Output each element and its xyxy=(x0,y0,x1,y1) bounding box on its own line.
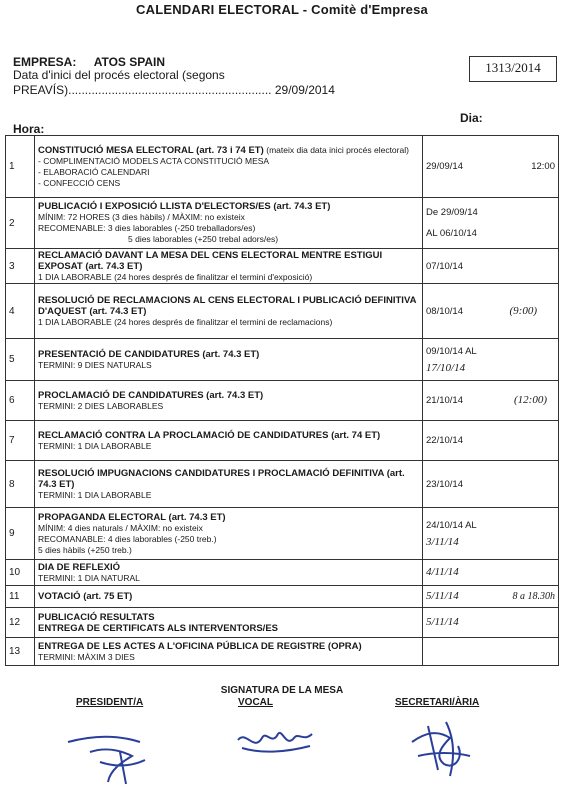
row-title: VOTACIÓ (art. 75 ET) xyxy=(38,591,133,602)
calendar-table xyxy=(5,135,559,666)
row-time: (12:00) xyxy=(514,394,547,406)
row-date: 5/11/14 xyxy=(426,590,459,602)
table-row xyxy=(6,136,559,198)
row-date: 23/10/14 xyxy=(426,478,463,490)
row-description xyxy=(35,381,423,421)
row-line: MÍNIM: 72 HORES (3 dies hàbils) / MÀXIM: no existeix xyxy=(38,212,245,222)
table-row xyxy=(6,249,559,284)
company-line xyxy=(13,55,165,69)
row-line: RECOMANABLE: 4 dies laborables (-250 treb.) xyxy=(38,533,217,544)
row-date: De 29/09/14 xyxy=(426,207,478,218)
signatures-heading: SIGNATURA DE LA MESA xyxy=(220,685,344,696)
row-number: 5 xyxy=(6,339,35,381)
row-description xyxy=(35,136,423,198)
row-date-cell xyxy=(423,381,559,421)
table-row xyxy=(6,560,559,586)
row-date-end: 17/10/14 xyxy=(426,361,466,374)
row-date: 22/10/14 xyxy=(426,435,463,446)
row-title: PUBLICACIÓ RESULTATS xyxy=(38,611,155,623)
row-line: 5 dies hàbils (+250 treb.) xyxy=(38,544,132,555)
row-date: 09/10/14 AL xyxy=(426,345,477,357)
preavis-line xyxy=(13,83,335,97)
row-description xyxy=(35,284,423,339)
row-line: TERMINI: 2 DIES LABORABLES xyxy=(38,400,164,411)
president-label: PRESIDENT/A xyxy=(76,697,144,708)
row-date-cell xyxy=(423,608,559,638)
table-row xyxy=(6,339,559,381)
row-time: 8 a 18.30h xyxy=(512,591,555,602)
row-line: TERMINI: 1 DIA NATURAL xyxy=(38,572,140,583)
row-date-cell xyxy=(423,136,559,198)
row-description xyxy=(35,339,423,381)
row-line: 1 DIA LABORABLE (24 hores després de finalitzar el termini d'exposició) xyxy=(38,271,313,282)
row-line: TERMINI: 1 DIA LABORABLE xyxy=(38,489,152,500)
row-number: 12 xyxy=(6,608,35,638)
row-line: - ELABORACIÓ CALENDARI xyxy=(38,166,150,177)
row-title-secondary: ENTREGA DE CERTIFICATS ALS INTERVENTORS/ES xyxy=(38,622,278,634)
row-title: PRESENTACIÓ DE CANDIDATURES (art. 74.3 ET) xyxy=(38,348,260,360)
vocal-signature xyxy=(232,712,322,762)
row-description xyxy=(35,586,423,608)
row-number: 11 xyxy=(6,586,35,608)
row-number: 10 xyxy=(6,560,35,586)
row-number: 4 xyxy=(6,284,35,339)
row-number: 3 xyxy=(6,249,35,284)
row-number: 8 xyxy=(6,461,35,508)
row-title: DIA DE REFLEXIÓ xyxy=(38,561,120,573)
row-line: 5 dies laborables (+250 trebal adors/es) xyxy=(128,234,279,244)
table-row xyxy=(6,421,559,461)
table-row xyxy=(6,586,559,608)
row-line: TERMINI: 1 DIA LABORABLE xyxy=(38,440,152,451)
table-row xyxy=(6,461,559,508)
row-date: 07/10/14 xyxy=(426,260,463,272)
row-date: 29/09/14 xyxy=(426,161,463,172)
document-title: CALENDARI ELECTORAL - Comitè d'Empresa xyxy=(136,2,428,17)
row-number: 7 xyxy=(6,421,35,461)
row-number: 2 xyxy=(6,198,35,249)
reference-number-box: 1313/2014 xyxy=(469,56,557,82)
row-date-cell xyxy=(423,508,559,560)
row-date-cell xyxy=(423,284,559,339)
row-description xyxy=(35,198,423,249)
row-number: 1 xyxy=(6,136,35,198)
row-number: 9 xyxy=(6,508,35,560)
table-row xyxy=(6,198,559,249)
row-line: RECOMENABLE: 3 dies laborables (-250 treballadors/es) xyxy=(38,223,256,233)
row-line: 1 DIA LABORABLE (24 hores després de finalitzar el termini de reclamacions) xyxy=(38,316,333,327)
preavis-dots: PREAVÍS)............................................................. xyxy=(13,83,272,97)
secretary-signature xyxy=(398,712,488,782)
row-title: RESOLUCIÓ IMPUGNACIONS CANDIDATURES I PROCLAMACIÓ DEFINITIVA (art. 74.3 ET) xyxy=(38,467,405,490)
secretary-label: SECRETARI/ÀRIA xyxy=(395,697,480,708)
row-date-cell xyxy=(423,586,559,608)
row-line: - CONFECCIÓ CENS xyxy=(38,177,121,188)
row-date-cell xyxy=(423,638,559,666)
row-description xyxy=(35,638,423,666)
row-date-cell xyxy=(423,461,559,508)
row-date-cell xyxy=(423,421,559,461)
row-title: PUBLICACIÓ I EXPOSICIÓ LLISTA D'ELECTORS/ES (art. 74.3 ET) xyxy=(38,201,331,212)
row-date: 21/10/14 xyxy=(426,395,463,406)
row-date-cell xyxy=(423,560,559,586)
start-date: 29/09/2014 xyxy=(274,83,335,97)
row-title: CONSTITUCIÓ MESA ELECTORAL (art. 73 i 74 ET) xyxy=(38,144,264,156)
row-date-cell xyxy=(423,198,559,249)
row-date: 24/10/14 AL xyxy=(426,519,477,531)
row-description xyxy=(35,608,423,638)
row-title: ENTREGA DE LES ACTES A L'OFICINA PÚBLICA DE REGISTRE (OPRA) xyxy=(38,640,362,652)
row-description xyxy=(35,508,423,560)
row-line: TERMINI: MÀXIM 3 DIES xyxy=(38,651,135,662)
row-title: RESOLUCIÓ DE RECLAMACIONS AL CENS ELECTORAL I PUBLICACIÓ DEFINITIVA D'AQUEST (art. 74.3 ET) xyxy=(38,294,417,317)
row-date-cell xyxy=(423,249,559,284)
hora-label: Hora: xyxy=(13,122,45,136)
row-date: 5/11/14 xyxy=(426,616,459,628)
table-row xyxy=(6,638,559,666)
company-label: EMPRESA: xyxy=(13,55,77,69)
row-time: (9:00) xyxy=(509,304,537,317)
row-description xyxy=(35,249,423,284)
row-date: 08/10/14 xyxy=(426,305,463,317)
row-description xyxy=(35,461,423,508)
row-number: 13 xyxy=(6,638,35,666)
dia-label: Dia: xyxy=(460,111,483,125)
row-date-end: 3/11/14 xyxy=(426,535,459,548)
row-title: PROPAGANDA ELECTORAL (art. 74.3 ET) xyxy=(38,511,226,523)
president-signature xyxy=(60,712,170,788)
row-description xyxy=(35,421,423,461)
row-number: 6 xyxy=(6,381,35,421)
row-date: 4/11/14 xyxy=(426,566,459,578)
row-title: RECLAMACIÓ DAVANT LA MESA DEL CENS ELECTORAL MENTRE ESTIGUI EXPOSAT (art. 74.3 ET) xyxy=(38,249,383,272)
row-time: 12:00 xyxy=(531,161,555,172)
row-title-note: (mateix dia data inici procés electoral) xyxy=(266,144,409,155)
row-title: RECLAMACIÓ CONTRA LA PROCLAMACIÓ DE CANDIDATURES (art. 74 ET) xyxy=(38,429,381,441)
company-value: ATOS SPAIN xyxy=(93,55,166,69)
start-label: Data d'inici del procés electoral (segons xyxy=(13,68,225,82)
table-row xyxy=(6,608,559,638)
row-title: PROCLAMACIÓ DE CANDIDATURES (art. 74.3 ET) xyxy=(38,389,264,401)
row-line: MÍNIM: 4 dies naturals / MÀXIM: no existeix xyxy=(38,522,203,533)
row-date-end: AL 06/10/14 xyxy=(426,228,477,239)
table-row xyxy=(6,508,559,560)
vocal-label: VOCAL xyxy=(238,697,273,708)
table-row xyxy=(6,284,559,339)
row-line: - COMPLIMENTACIÓ MODELS ACTA CONSTITUCIÓ MESA xyxy=(38,155,270,166)
row-date-cell xyxy=(423,339,559,381)
table-row xyxy=(6,381,559,421)
row-line: TERMINI: 9 DIES NATURALS xyxy=(38,359,152,370)
row-description xyxy=(35,560,423,586)
